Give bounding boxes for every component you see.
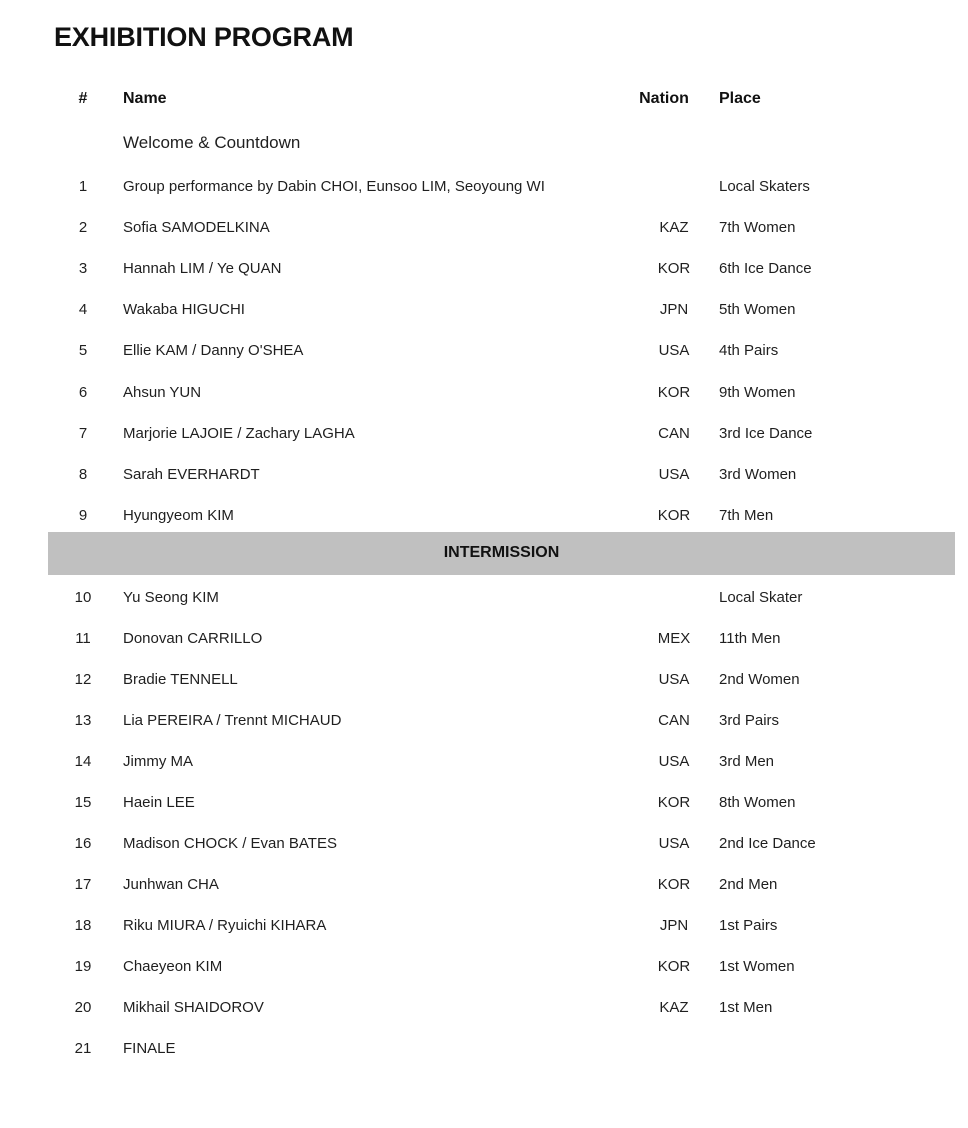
row-place: 11th Men bbox=[719, 630, 781, 647]
row-name: Riku MIURA / Ryuichi KIHARA bbox=[123, 917, 327, 934]
row-name: Group performance by Dabin CHOI, Eunsoo LIM, Seoyoung WI bbox=[123, 178, 545, 195]
row-num: 5 bbox=[78, 342, 88, 360]
page-title: EXHIBITION PROGRAM bbox=[54, 22, 354, 52]
row-place: 1st Women bbox=[719, 958, 795, 975]
row-name: Ahsun YUN bbox=[123, 383, 202, 401]
row-nation: KOR bbox=[657, 794, 691, 811]
row-name: Mikhail SHAIDOROV bbox=[123, 999, 264, 1016]
row-place: 3rd Women bbox=[719, 465, 797, 483]
row-num: 8 bbox=[78, 465, 88, 483]
row-nation: JPN bbox=[659, 301, 689, 319]
row-num: 20 bbox=[74, 999, 92, 1016]
row-num: 10 bbox=[74, 589, 92, 606]
row-name: FINALE bbox=[123, 1040, 176, 1057]
row-num: 2 bbox=[78, 219, 88, 237]
row-nation: JPN bbox=[659, 917, 689, 934]
row-num: 7 bbox=[78, 424, 88, 442]
row-name: Madison CHOCK / Evan BATES bbox=[123, 835, 337, 852]
table-row bbox=[0, 913, 968, 937]
table-row bbox=[0, 872, 968, 896]
row-name: Bradie TENNELL bbox=[123, 671, 238, 688]
row-nation: KAZ bbox=[659, 999, 689, 1016]
table-row bbox=[0, 954, 968, 978]
table-row bbox=[0, 790, 968, 814]
row-num: 9 bbox=[78, 506, 88, 524]
welcome-label: Welcome & Countdown bbox=[123, 133, 301, 152]
table-row bbox=[0, 626, 968, 650]
table-row bbox=[0, 995, 968, 1019]
row-name: Sofia SAMODELKINA bbox=[123, 219, 270, 237]
row-place: 2nd Men bbox=[719, 876, 778, 893]
table-row bbox=[0, 831, 968, 855]
row-name: Marjorie LAJOIE / Zachary LAGHA bbox=[123, 424, 355, 442]
row-nation: USA bbox=[658, 753, 690, 770]
row-nation: KOR bbox=[657, 958, 691, 975]
row-nation: KOR bbox=[657, 876, 691, 893]
row-name: Hyungyeom KIM bbox=[123, 506, 234, 524]
row-num: 12 bbox=[74, 671, 92, 688]
row-nation: CAN bbox=[658, 424, 690, 442]
row-nation: MEX bbox=[657, 630, 691, 647]
row-place: 6th Ice Dance bbox=[719, 260, 812, 278]
row-num: 16 bbox=[74, 835, 92, 852]
header-place: Place bbox=[719, 90, 761, 107]
row-nation: CAN bbox=[658, 712, 690, 729]
row-name: Sarah EVERHARDT bbox=[123, 465, 260, 483]
row-num: 4 bbox=[78, 301, 88, 319]
row-num: 21 bbox=[74, 1040, 92, 1057]
row-num: 15 bbox=[74, 794, 92, 811]
table-row bbox=[0, 1036, 968, 1060]
row-place: 3rd Men bbox=[719, 753, 775, 770]
row-place: Local Skaters bbox=[719, 178, 810, 195]
row-place: 9th Women bbox=[719, 383, 796, 401]
table-row bbox=[0, 667, 968, 691]
row-name: Chaeyeon KIM bbox=[123, 958, 223, 975]
row-place: 3rd Ice Dance bbox=[719, 424, 813, 442]
row-name: Ellie KAM / Danny O'SHEA bbox=[123, 342, 304, 360]
row-place: 4th Pairs bbox=[719, 342, 779, 360]
row-place: 3rd Pairs bbox=[719, 712, 780, 729]
row-num: 6 bbox=[78, 383, 88, 401]
row-num: 13 bbox=[74, 712, 92, 729]
row-place: Local Skater bbox=[719, 589, 803, 606]
row-nation: KAZ bbox=[659, 219, 689, 237]
header-name: Name bbox=[123, 90, 167, 107]
row-place: 1st Men bbox=[719, 999, 773, 1016]
row-name: Hannah LIM / Ye QUAN bbox=[123, 260, 282, 278]
row-num: 11 bbox=[75, 630, 91, 647]
row-place: 2nd Women bbox=[719, 671, 800, 688]
row-place: 2nd Ice Dance bbox=[719, 835, 816, 852]
row-nation: USA bbox=[658, 835, 690, 852]
row-place: 8th Women bbox=[719, 794, 796, 811]
row-nation: USA bbox=[658, 342, 690, 360]
row-num: 18 bbox=[74, 917, 92, 934]
row-num: 14 bbox=[74, 753, 92, 770]
row-num: 1 bbox=[78, 178, 88, 195]
row-name: Donovan CARRILLO bbox=[123, 630, 263, 647]
row-name: Junhwan CHA bbox=[123, 876, 219, 893]
header-num: # bbox=[78, 90, 88, 107]
row-place: 7th Women bbox=[719, 219, 796, 237]
table-row bbox=[0, 585, 968, 609]
row-name: Yu Seong KIM bbox=[123, 589, 219, 606]
row-nation: KOR bbox=[657, 383, 691, 401]
row-nation: KOR bbox=[657, 260, 691, 278]
table-row bbox=[0, 708, 968, 732]
row-place: 7th Men bbox=[719, 506, 774, 524]
row-nation: KOR bbox=[657, 506, 691, 524]
row-name: Lia PEREIRA / Trennt MICHAUD bbox=[123, 712, 342, 729]
row-name: Haein LEE bbox=[123, 794, 195, 811]
row-num: 19 bbox=[74, 958, 92, 975]
row-name: Jimmy MA bbox=[123, 753, 193, 770]
intermission-label: INTERMISSION bbox=[443, 544, 560, 561]
row-num: 17 bbox=[74, 876, 92, 893]
row-place: 5th Women bbox=[719, 301, 796, 319]
row-name: Wakaba HIGUCHI bbox=[123, 301, 245, 319]
row-place: 1st Pairs bbox=[719, 917, 778, 934]
row-nation: USA bbox=[658, 671, 690, 688]
table-row bbox=[0, 749, 968, 773]
row-nation: USA bbox=[658, 465, 690, 483]
row-num: 3 bbox=[78, 260, 88, 278]
header-nation: Nation bbox=[639, 90, 689, 107]
